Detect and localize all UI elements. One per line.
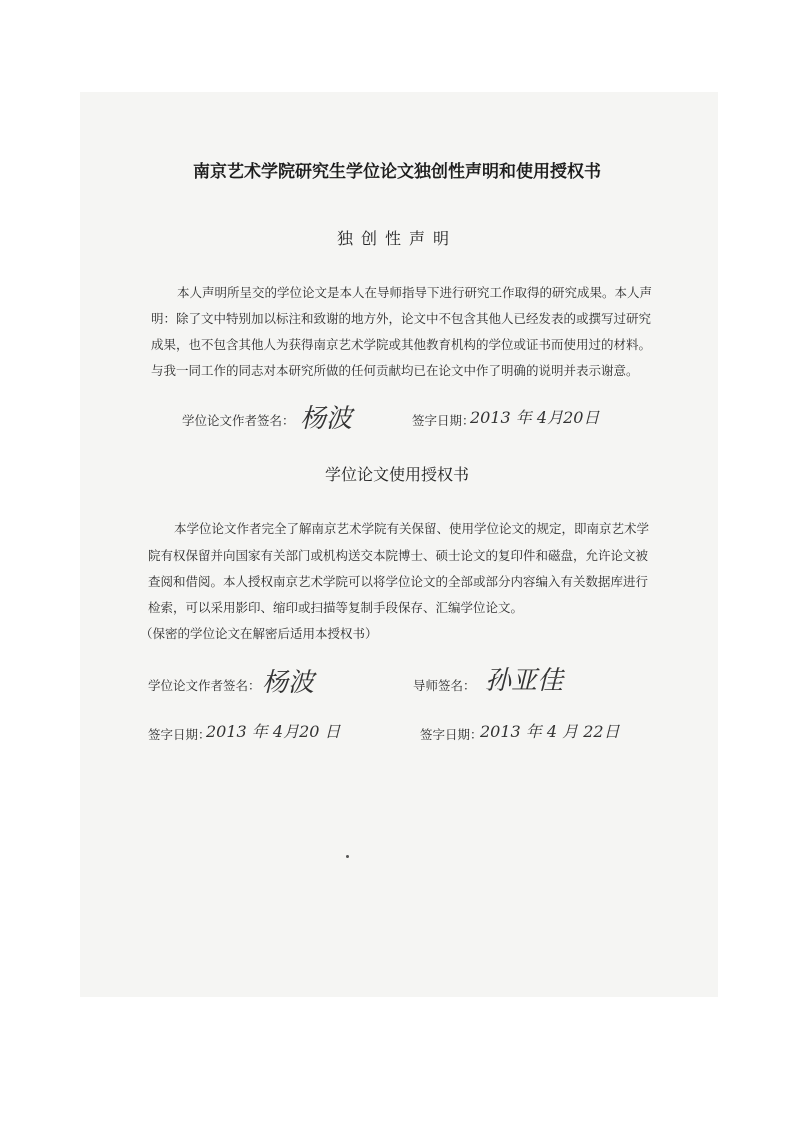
authorization-line-2: 院有权保留并向国家有关部门或机构送交本院博士、硕士论文的复印件和磁盘，允许论文被 [148,548,649,563]
declaration-line-4: 与我一同工作的同志对本研究所做的任何贡献均已在论文中作了明确的说明并表示谢意。 [151,363,639,378]
advisor-date-value: 2013 年 4 月 22日 [480,722,620,741]
declaration-line-3: 成果，也不包含其他人为获得南京艺术学院或其他教育机构的学位或证书而使用过的材料。 [151,337,652,352]
author-date-value: 2013 年 4月20 日 [206,722,341,741]
declaration-line-2: 明：除了文中特别加以标注和致谢的地方外，论文中不包含其他人已经发表的或撰写过研究 [151,311,652,326]
declaration-author-signature: 杨波 [300,404,353,434]
declaration-line-1: 本人声明所呈交的学位论文是本人在导师指导下进行研究工作取得的研究成果。本人声 [177,285,653,300]
authorization-line-4: 检索，可以采用影印、缩印或扫描等复制手段保存、汇编学位论文。 [148,600,524,615]
declaration-date-label: 签字日期： [412,413,475,428]
authorization-author-signature: 杨波 [262,668,315,698]
scan-speck [346,855,349,858]
authorization-line-3: 查阅和借阅。本人授权南京艺术学院可以将学位论文的全部或部分内容编入有关数据库进行 [148,574,649,589]
declaration-heading: 独创性声明 [336,229,457,248]
authorization-line-5: （保密的学位论文在解密后适用本授权书） [140,626,378,641]
authorization-heading: 学位论文使用授权书 [324,465,469,484]
advisor-sign-label: 导师签名： [413,678,476,693]
authorization-line-1: 本学位论文作者完全了解南京艺术学院有关保留、使用学位论文的规定，即南京艺术学 [174,521,650,536]
advisor-signature: 孙亚佳 [485,666,564,696]
declaration-date-value: 2013 年 4月20日 [470,408,600,427]
declaration-author-sign-label: 学位论文作者签名： [182,413,295,428]
author-date-label: 签字日期： [148,727,211,742]
authorization-author-sign-label: 学位论文作者签名： [148,678,261,693]
page-title: 南京艺术学院研究生学位论文独创性声明和使用授权书 [193,162,601,182]
advisor-date-label: 签字日期： [420,727,483,742]
